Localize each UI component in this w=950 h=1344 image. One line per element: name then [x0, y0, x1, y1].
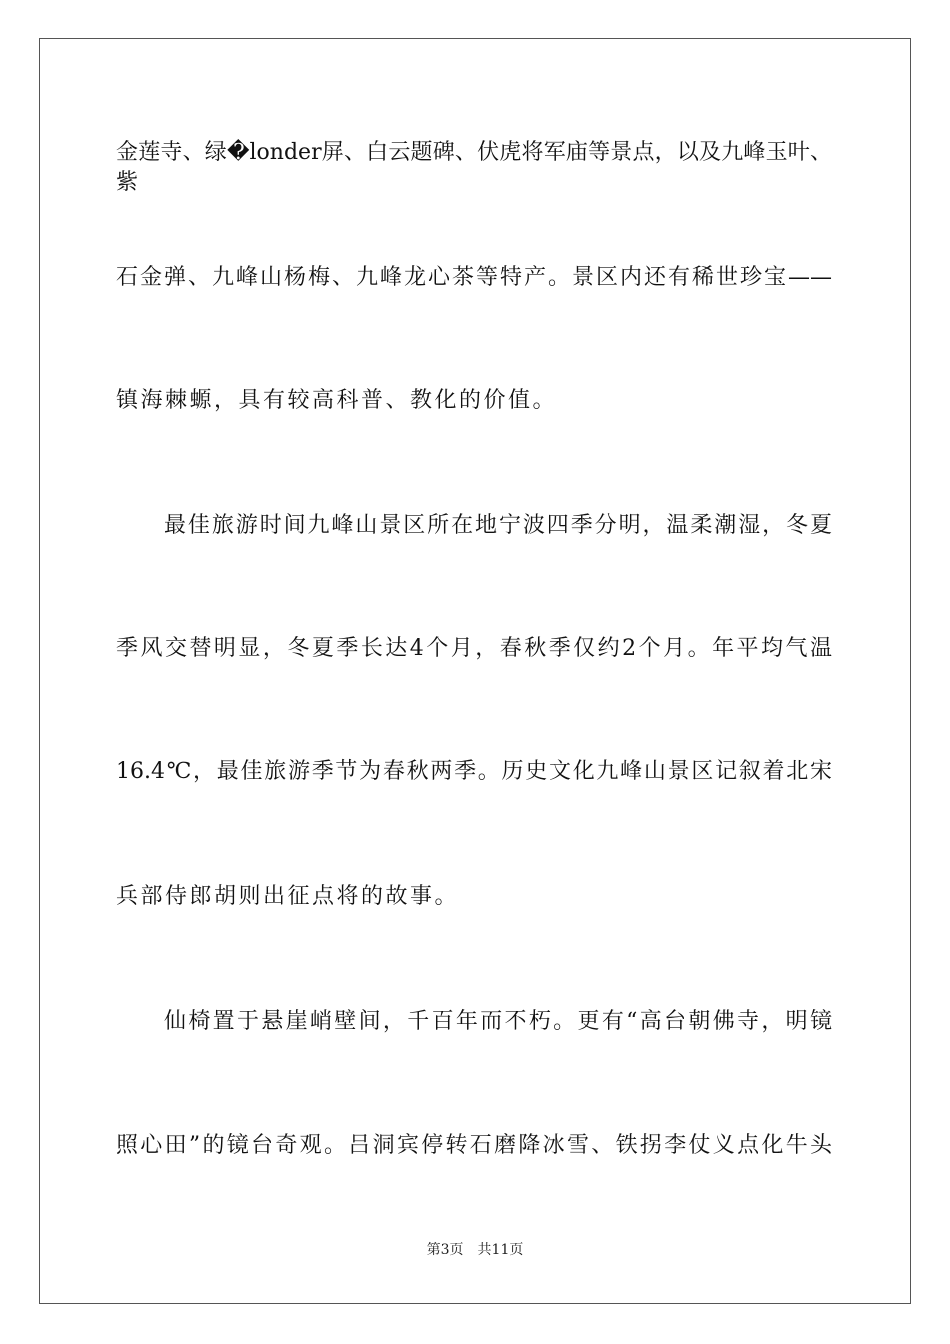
text-line: 石金弹、九峰山杨梅、九峰龙心茶等特产。景区内还有稀世珍宝——: [116, 265, 832, 290]
text-line: 金莲寺、绿�londer屏、白云题碑、伏虎将军庙等景点，以及九峰玉叶、紫: [116, 140, 832, 195]
text-line: 16.4℃，最佳旅游季节为春秋两季。历史文化九峰山景区记叙着北宋: [116, 759, 832, 784]
text-line: 兵部侍郎胡则出征点将的故事。: [116, 884, 460, 909]
page-footer: [0, 1240, 950, 1260]
page-number: 第3页: [426, 1242, 464, 1258]
text-line: 仙椅置于悬崖峭壁间，千百年而不朽。更有“高台朝佛寺，明镜: [164, 1009, 832, 1034]
text-line: 季风交替明显，冬夏季长达4个月，春秋季仅约2个月。年平均气温: [116, 636, 832, 661]
text-line: 镇海棘螈，具有较高科普、教化的价值。: [116, 388, 558, 413]
text-line: 最佳旅游时间九峰山景区所在地宁波四季分明，温柔潮湿，冬夏: [164, 513, 832, 538]
page-border: [39, 38, 911, 1304]
text-line: 照心田”的镜台奇观。吕洞宾停转石磨降冰雪、铁拐李仗义点化牛头: [116, 1133, 832, 1158]
page-total: 共11页: [477, 1242, 524, 1258]
